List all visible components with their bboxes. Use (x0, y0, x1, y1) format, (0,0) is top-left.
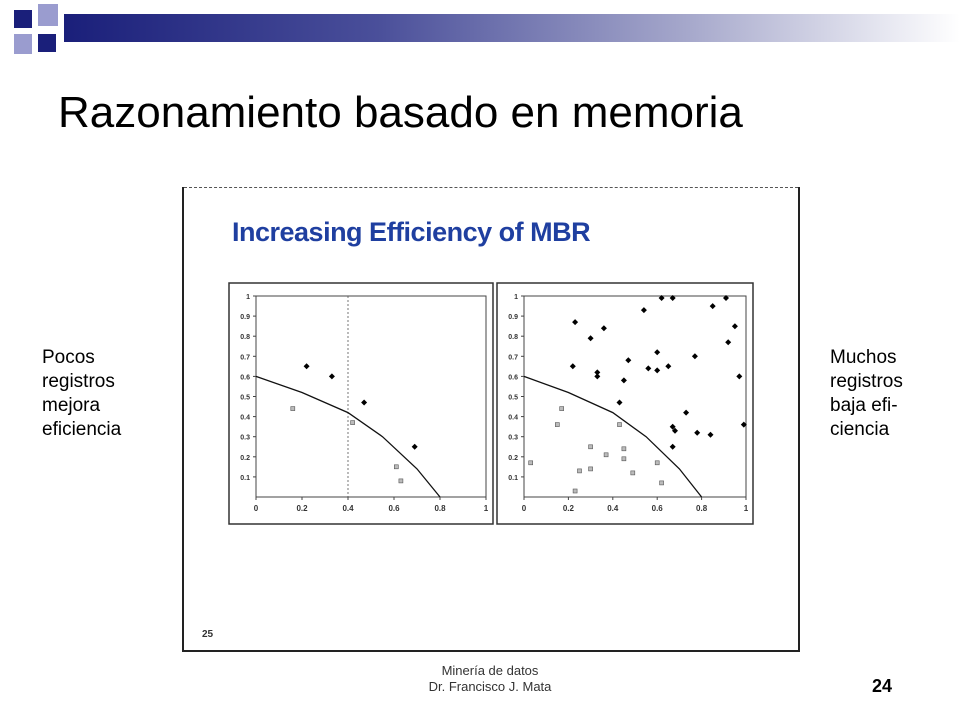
y-tick-label: 0.3 (240, 434, 250, 442)
chart-border (497, 283, 753, 524)
left-note-line: Pocos (42, 347, 95, 368)
square-point (655, 461, 659, 465)
footer-course: Minería de datos (441, 663, 539, 678)
x-tick-label: 0.8 (434, 504, 446, 513)
corner-square-navy (38, 34, 56, 52)
right-note-line: registros (830, 371, 903, 392)
y-tick-label: 0.4 (240, 414, 250, 422)
x-tick-label: 0.4 (342, 504, 354, 513)
square-point (604, 453, 608, 457)
right-note-line: ciencia (830, 419, 890, 440)
x-tick-label: 0.8 (696, 504, 708, 513)
x-tick-label: 1 (483, 504, 489, 513)
corner-square-navy (14, 10, 32, 28)
square-point (578, 469, 582, 473)
figure-heading: Increasing Efficiency of MBR (232, 217, 591, 247)
y-tick-label: 0.2 (508, 454, 518, 462)
y-tick-label: 1 (246, 294, 250, 301)
square-point (394, 465, 398, 469)
y-tick-label: 0.7 (508, 354, 518, 362)
square-point (618, 423, 622, 427)
y-tick-label: 0.1 (508, 474, 518, 482)
square-point (622, 457, 626, 461)
y-tick-label: 0.5 (508, 394, 518, 402)
figure-frame (182, 187, 800, 652)
square-point (291, 407, 295, 411)
x-tick-label: 0 (253, 504, 259, 513)
x-tick-label: 0.6 (388, 504, 400, 513)
y-tick-label: 0.2 (240, 454, 250, 462)
square-point (589, 467, 593, 471)
x-tick-label: 1 (743, 504, 749, 513)
scatter-chart-left (228, 282, 494, 525)
footer (380, 663, 600, 695)
x-tick-label: 0 (521, 504, 527, 513)
square-point (399, 479, 403, 483)
y-tick-label: 0.1 (240, 474, 250, 482)
title-gradient-bar (64, 14, 960, 42)
figure-page-number: 25 (202, 629, 214, 640)
left-note-line: mejora (42, 395, 101, 416)
corner-square-light (38, 4, 58, 26)
y-tick-label: 0.6 (508, 374, 518, 382)
y-tick-label: 0.5 (240, 394, 250, 402)
square-point (529, 461, 533, 465)
square-point (631, 471, 635, 475)
left-note (42, 346, 121, 442)
right-note-line: Muchos (830, 347, 897, 368)
square-point (555, 423, 559, 427)
square-point (589, 445, 593, 449)
footer-author: Dr. Francisco J. Mata (428, 679, 552, 694)
square-point (573, 489, 577, 493)
y-tick-label: 0.6 (240, 374, 250, 382)
y-tick-label: 0.8 (240, 334, 250, 342)
right-note-line: baja efi- (830, 395, 898, 416)
y-tick-label: 0.7 (240, 354, 250, 362)
y-tick-label: 1 (514, 294, 518, 301)
chart-border (229, 283, 493, 524)
left-note-line: registros (42, 371, 115, 392)
corner-square-light (14, 34, 32, 54)
square-point (351, 421, 355, 425)
x-tick-label: 0.6 (651, 504, 663, 513)
square-point (560, 407, 564, 411)
slide-title: Razonamiento basado en memoria (58, 88, 743, 137)
right-note (830, 346, 903, 442)
square-point (622, 447, 626, 451)
x-tick-label: 0.2 (562, 504, 574, 513)
x-tick-label: 0.2 (296, 504, 308, 513)
square-point (660, 481, 664, 485)
y-tick-label: 0.8 (508, 334, 518, 342)
y-tick-label: 0.4 (508, 414, 518, 422)
slide-number: 24 (872, 676, 893, 696)
left-note-line: eficiencia (42, 419, 122, 440)
scatter-chart-right (496, 282, 754, 525)
y-tick-label: 0.9 (508, 314, 518, 322)
y-tick-label: 0.3 (508, 434, 518, 442)
x-tick-label: 0.4 (607, 504, 619, 513)
y-tick-label: 0.9 (240, 314, 250, 322)
